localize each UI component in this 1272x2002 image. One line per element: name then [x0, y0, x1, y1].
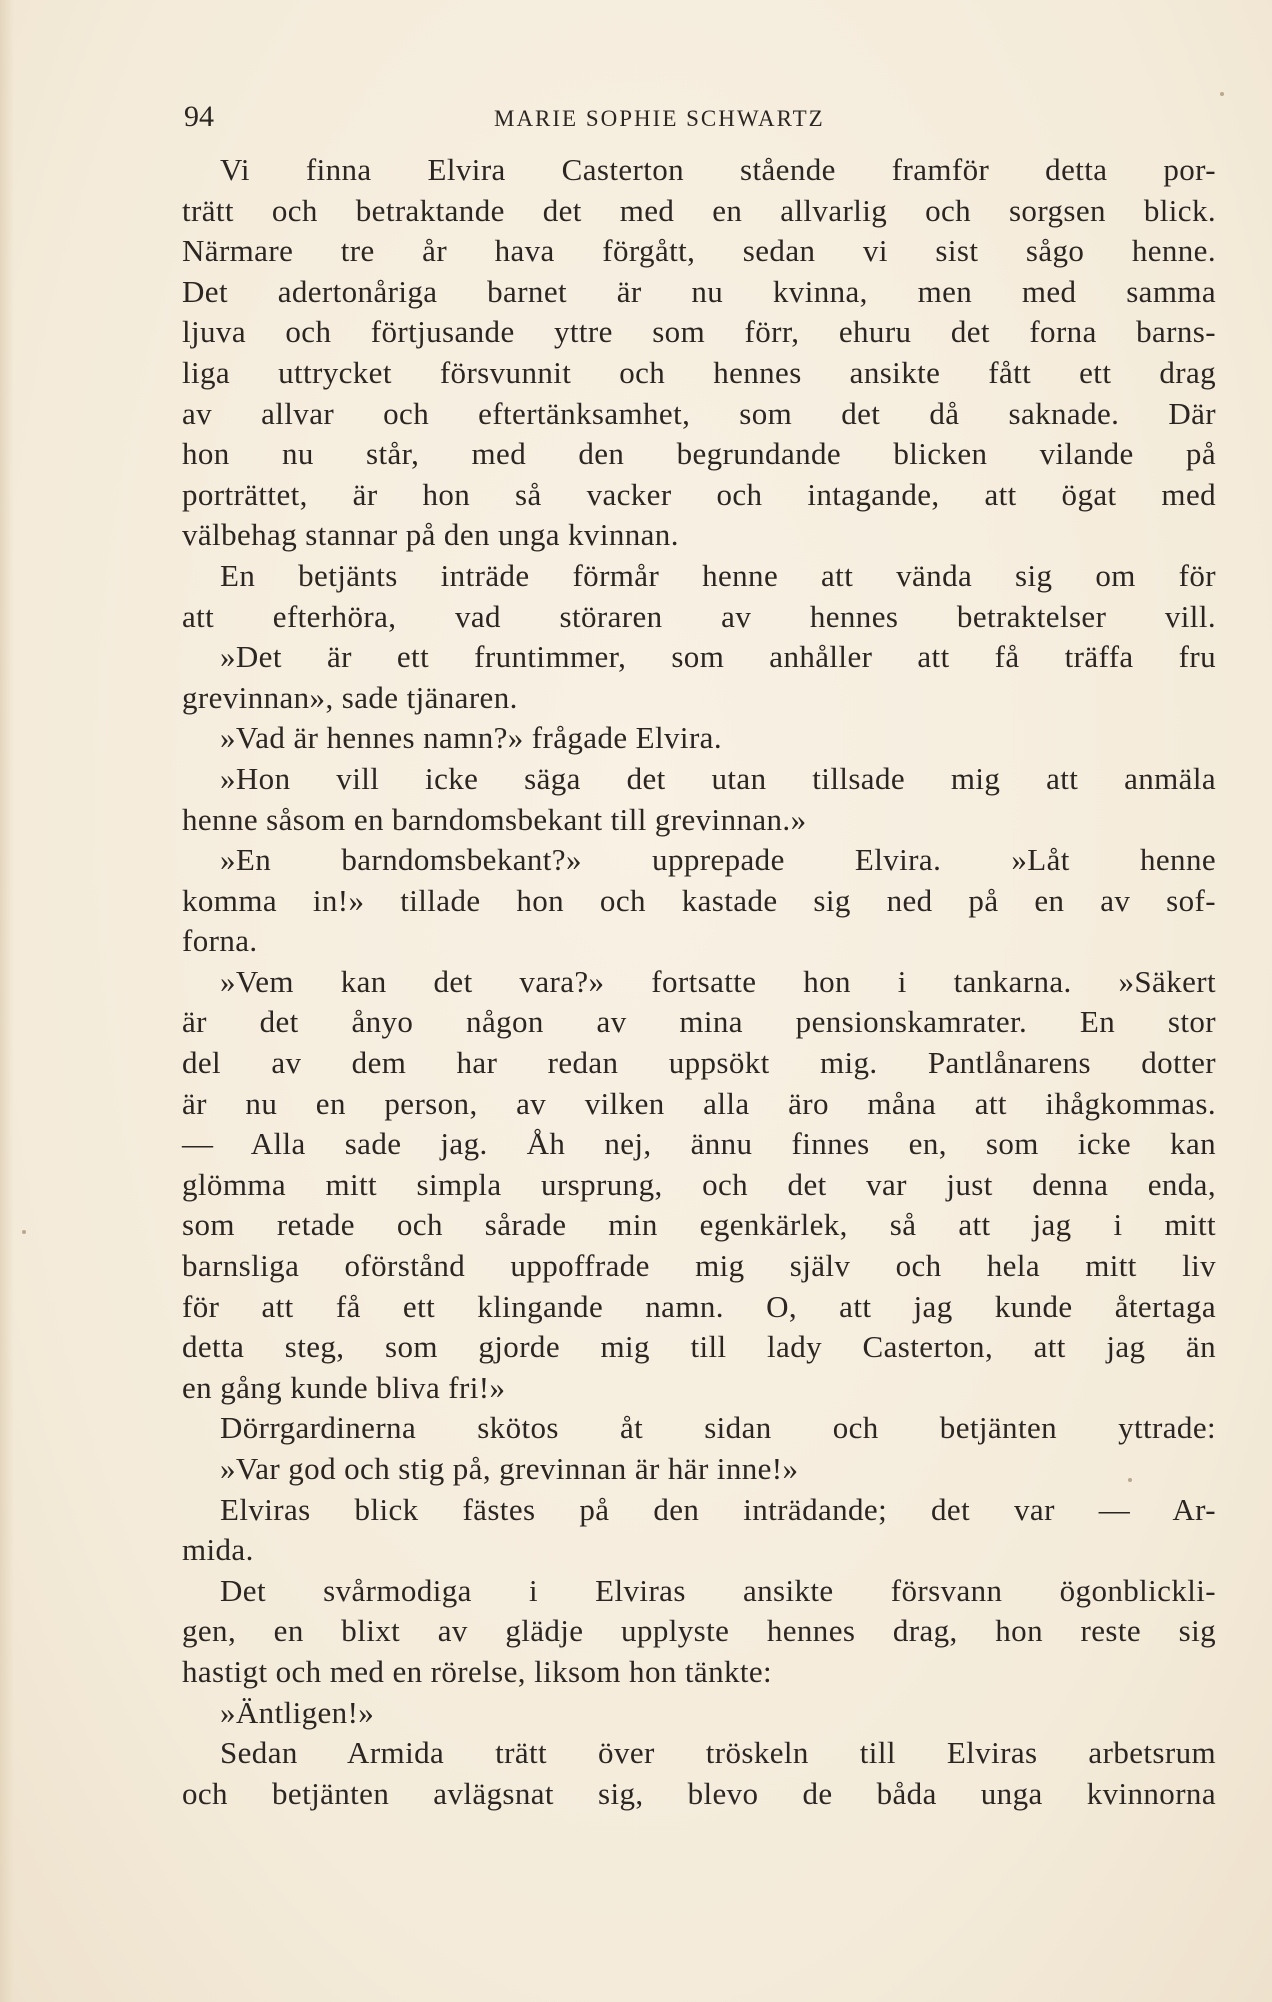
text-line: grevinnan», sade tjänaren. [182, 679, 518, 715]
text-line: en gång kunde bliva fri!» [182, 1369, 506, 1405]
text-line: ljuva och förtjusande yttre som förr, ehuru det forna barns- [182, 314, 1216, 350]
text-line: att efterhöra, vad störaren av hennes betraktelser vill. [182, 598, 1216, 634]
paper-speck [1128, 1478, 1132, 1482]
text-line: mida. [182, 1532, 254, 1568]
text-line: liga uttrycket försvunnit och hennes ansikte fått ett drag [182, 354, 1216, 390]
text-line: Dörrgardinerna skötos åt sidan och betjänten yttrade: [220, 1410, 1216, 1446]
page-number: 94 [184, 100, 214, 133]
text-line: porträttet, är hon så vacker och intagande, att ögat med [182, 476, 1216, 512]
text-line: hon nu står, med den begrundande blicken vilande på [182, 436, 1216, 472]
page-header [184, 100, 1216, 140]
text-line: av allvar och eftertänksamhet, som det då saknade. Där [182, 395, 1216, 431]
text-line: En betjänts inträde förmår henne att vända sig om för [220, 557, 1216, 593]
text-line: Närmare tre år hava förgått, sedan vi sist sågo henne. [182, 233, 1216, 269]
paper-speck [22, 1230, 26, 1234]
text-line: »Äntligen!» [220, 1694, 375, 1730]
text-line: och betjänten avlägsnat sig, blevo de båda unga kvinnorna [182, 1775, 1216, 1811]
page-edge-shadow [0, 0, 14, 2002]
text-line: barnsliga oförstånd uppoffrade mig själv och hela mitt liv [182, 1248, 1216, 1284]
text-line: hastigt och med en rörelse, liksom hon tänkte: [182, 1653, 773, 1689]
text-line: forna. [182, 923, 258, 959]
text-line: glömma mitt simpla ursprung, och det var just denna enda, [182, 1166, 1216, 1202]
text-line: »Hon vill icke säga det utan tillsade mig att anmäla [220, 760, 1216, 796]
text-line: »Var god och stig på, grevinnan är här inne!» [220, 1451, 799, 1486]
text-line: välbehag stannar på den unga kvinnan. [182, 517, 679, 553]
text-line: för att få ett klingande namn. O, att jag kunde återtaga [182, 1288, 1216, 1324]
text-line: »En barndomsbekant?» upprepade Elvira. »Låt henne [220, 842, 1216, 878]
paper-speck [1220, 92, 1224, 96]
text-line: henne såsom en barndomsbekant till grevinnan.» [182, 801, 807, 837]
text-line: är nu en person, av vilken alla äro måna att ihågkommas. [182, 1085, 1216, 1121]
text-line: Det svårmodiga i Elviras ansikte försvann ögonblickli- [220, 1572, 1216, 1608]
text-line: — Alla sade jag. Åh nej, ännu finnes en, som icke kan [182, 1126, 1216, 1162]
text-line: komma in!» tillade hon och kastade sig ned på en av sof- [182, 882, 1216, 918]
text-line: som retade och sårade min egenkärlek, så att jag i mitt [182, 1207, 1216, 1243]
text-line: del av dem har redan uppsökt mig. Pantlånarens dotter [182, 1045, 1216, 1081]
text-line: »Det är ett fruntimmer, som anhåller att få träffa fru [220, 639, 1216, 675]
text-line: gen, en blixt av glädje upplyste hennes drag, hon reste sig [182, 1613, 1216, 1649]
text-line: Elviras blick fästes på den inträdande; det var — Ar- [220, 1491, 1216, 1527]
text-line: detta steg, som gjorde mig till lady Casterton, att jag än [182, 1329, 1216, 1365]
running-head: MARIE SOPHIE SCHWARTZ [494, 106, 825, 131]
text-line: trätt och betraktande det med en allvarlig och sorgsen blick. [182, 192, 1216, 228]
text-line: Sedan Armida trätt över tröskeln till Elviras arbetsrum [220, 1735, 1216, 1771]
text-line: »Vem kan det vara?» fortsatte hon i tankarna. »Säkert [220, 963, 1216, 999]
text-line: Vi finna Elvira Casterton stående framför detta por- [220, 152, 1216, 187]
text-line: Det adertonåriga barnet är nu kvinna, men med samma [182, 273, 1216, 309]
body-text [182, 150, 1216, 1814]
text-line: är det ånyo någon av mina pensionskamrater. En stor [182, 1004, 1216, 1040]
text-line: »Vad är hennes namn?» frågade Elvira. [220, 720, 722, 756]
